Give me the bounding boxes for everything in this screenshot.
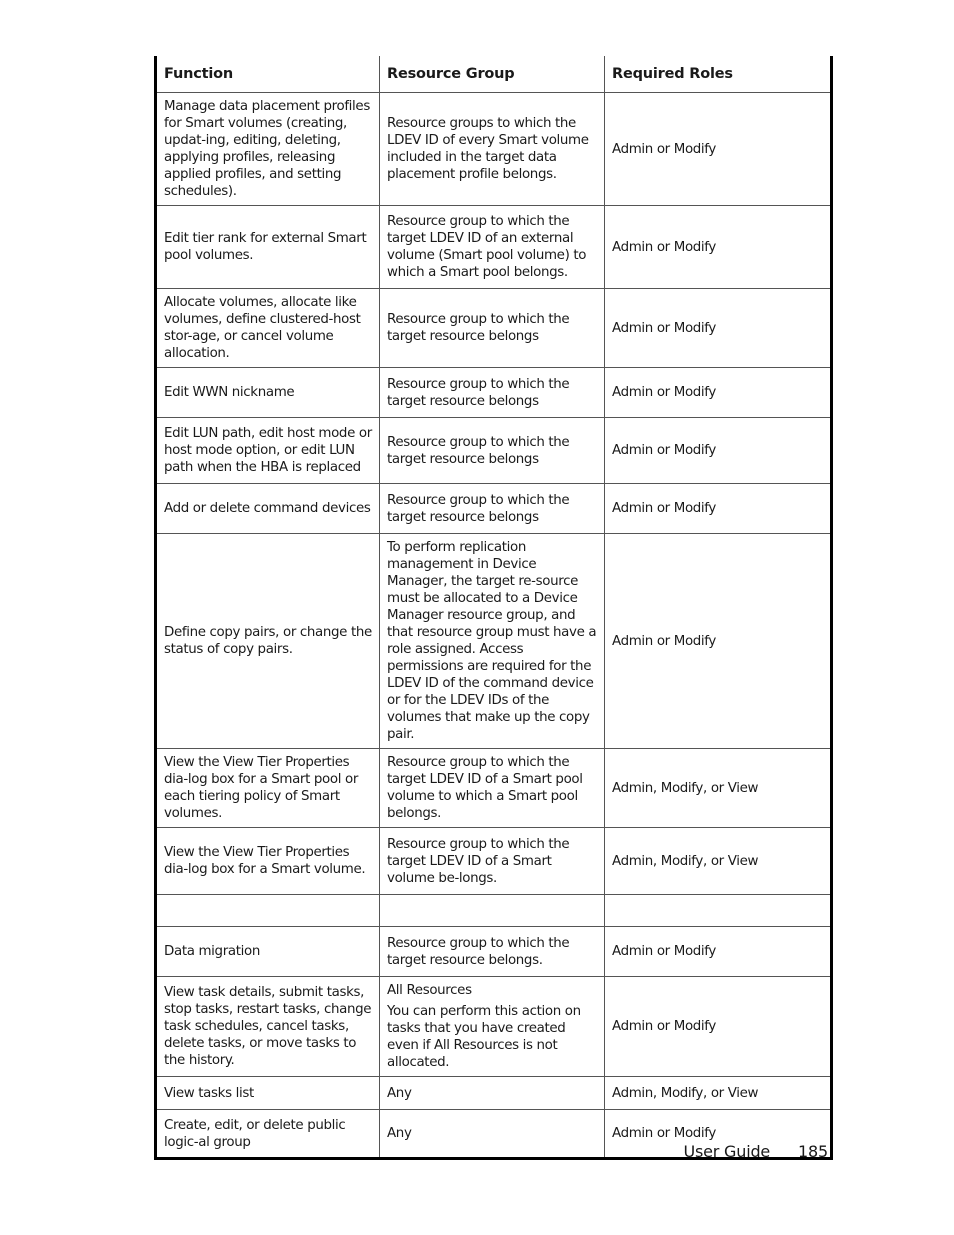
function-cell: View task details, submit tasks, stop tasks, restart tasks, change task schedules, cancel tasks, delete tasks, or move tasks to the history. [156,977,380,1077]
resource-group-text: To perform replication management in Device Manager, the target re-source must be allocated to a Device Manager resource group, and that resource group must have a role assigned. Access permissions are required for the LDEV ID of the command device or for the LDEV IDs of the volumes that make up the copy pair. [387,540,597,742]
resource-group-text: Any [387,1126,412,1141]
resource-group-cell [380,828,605,895]
table-row [156,977,832,1077]
function-cell [156,895,380,927]
function-cell: Allocate volumes, allocate like volumes, define clustered-host stor-age, or cancel volume allocation. [156,289,380,368]
required-roles-cell: Admin or Modify [605,1110,832,1159]
table-row [156,828,832,895]
resource-group-cell [380,927,605,977]
required-roles-cell: Admin or Modify [605,289,832,368]
function-cell: View the View Tier Properties dia-log box for a Smart volume. [156,828,380,895]
resource-group-text: Resource group to which the target LDEV ID of a Smart volume be-longs. [387,836,570,886]
resource-group-text: You can perform this action on tasks that you have created even if All Resources is not allocated. [387,1004,581,1070]
resource-group-cell [380,534,605,749]
resource-group-text: Resource group to which the target resource belongs [387,492,570,525]
resource-group-text: Any [387,1085,412,1101]
function-cell: View tasks list [156,1077,380,1110]
page-number: 185 [798,1142,828,1161]
required-roles-cell: Admin or Modify [605,927,832,977]
required-roles-cell: Admin or Modify [605,93,832,206]
resource-group-cell [380,749,605,828]
table-row [156,206,832,289]
resource-group-cell [380,206,605,289]
resource-group-cell [380,93,605,206]
function-cell: Data migration [156,927,380,977]
table-header-row [156,56,832,93]
resource-group-cell [380,895,605,927]
required-roles-cell: Admin or Modify [605,534,832,749]
resource-group-cell [380,484,605,534]
table-row [156,418,832,484]
required-roles-cell: Admin, Modify, or View [605,828,832,895]
resource-group-cell [380,368,605,418]
resource-group-cell [380,1110,605,1159]
required-roles-cell: Admin or Modify [605,977,832,1077]
function-cell: Manage data placement profiles for Smart volumes (creating, updat-ing, editing, deleting, applying profiles, releasing applied profiles, and setting schedules). [156,93,380,206]
resource-group-text: Resource group to which the target resource belongs. [387,935,570,968]
resource-group-cell [380,1077,605,1110]
function-cell: Define copy pairs, or change the status of copy pairs. [156,534,380,749]
required-roles-cell: Admin or Modify [605,368,832,418]
table-row [156,484,832,534]
function-cell: Edit tier rank for external Smart pool volumes. [156,206,380,289]
function-cell: Edit WWN nickname [156,368,380,418]
function-cell: Add or delete command devices [156,484,380,534]
resource-group-text: Resource group to which the target resource belongs [387,434,570,467]
function-cell: View the View Tier Properties dia-log box for a Smart pool or each tiering policy of Smart volumes. [156,749,380,828]
resource-group-text: Resource group to which the target LDEV ID of an external volume (Smart pool volume) to which a Smart pool belongs. [387,214,587,280]
resource-group-text: Resource groups to which the LDEV ID of every Smart volume included in the target data placement profile belongs. [387,116,589,182]
function-cell: Create, edit, or delete public logic-al group [156,1110,380,1159]
table-body [156,93,832,1159]
required-roles-cell: Admin or Modify [605,418,832,484]
table-row [156,368,832,418]
required-roles-cell: Admin, Modify, or View [605,749,832,828]
header-resource-group: Resource Group [380,56,605,93]
resource-group-cell [380,289,605,368]
table-row [156,93,832,206]
required-roles-cell: Admin, Modify, or View [605,1077,832,1110]
header-required-roles: Required Roles [605,56,832,93]
resource-group-text: Resource group to which the target resource belongs [387,376,570,409]
table-row [156,895,832,927]
function-cell: Edit LUN path, edit host mode or host mode option, or edit LUN path when the HBA is replaced [156,418,380,484]
page-footer [684,1142,829,1161]
roles-table [154,56,833,1160]
resource-group-cell [380,977,605,1077]
resource-group-text: Resource group to which the target resource belongs [387,312,570,344]
resource-group-cell [380,418,605,484]
required-roles-cell [605,895,832,927]
resource-group-text: Resource group to which the target LDEV ID of a Smart pool volume to which a Smart pool belongs. [387,755,583,821]
table-row [156,749,832,828]
required-roles-cell: Admin or Modify [605,206,832,289]
header-function: Function [156,56,380,93]
table-row [156,1077,832,1110]
table-row [156,534,832,749]
resource-group-text: All Resources [387,983,472,998]
required-roles-cell: Admin or Modify [605,484,832,534]
guide-label: User Guide [683,1142,771,1161]
table-row [156,927,832,977]
table-row [156,289,832,368]
